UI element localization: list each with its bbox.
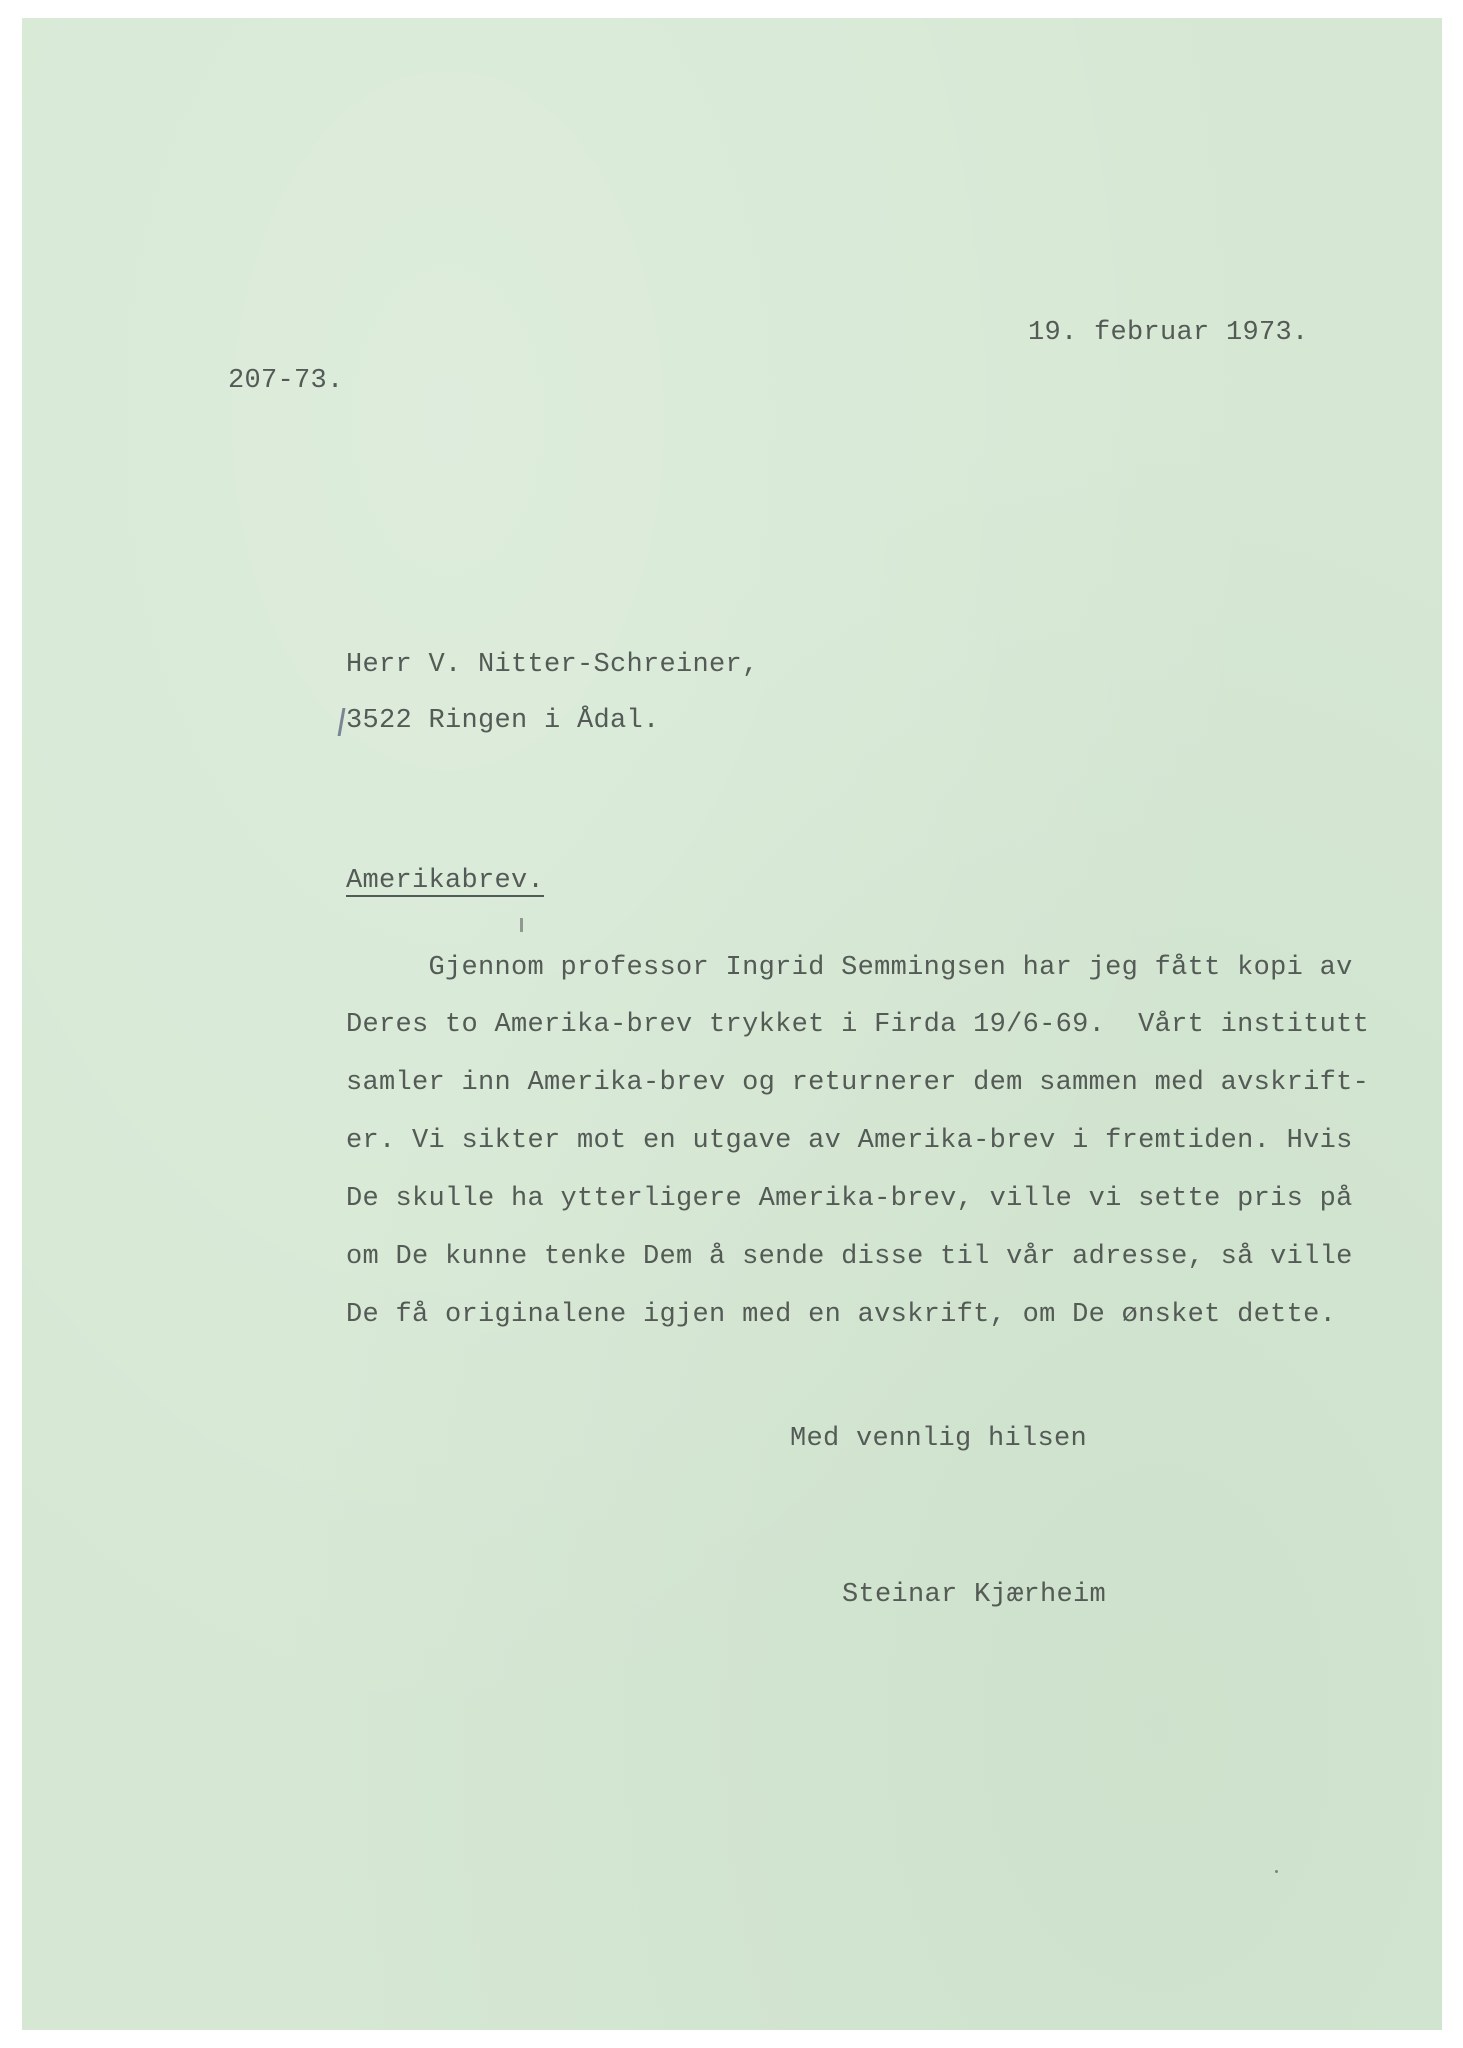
body-line: De få originalene igjen med en avskrift, om De ønsket dette. bbox=[346, 1300, 1337, 1330]
recipient-address: 3522 Ringen i Ådal. bbox=[346, 706, 660, 736]
body-line: Gjennom professor Ingrid Semmingsen har jeg fått kopi av bbox=[346, 953, 1353, 983]
letter-date: 19. februar 1973. bbox=[1028, 318, 1309, 348]
body-line: er. Vi sikter mot en utgave av Amerika-brev i fremtiden. Hvis bbox=[346, 1126, 1353, 1156]
ink-speck bbox=[520, 918, 523, 932]
sender-signature: Steinar Kjærheim bbox=[842, 1580, 1107, 1610]
closing-greeting: Med vennlig hilsen bbox=[790, 1424, 1088, 1454]
reference-number: 207-73. bbox=[228, 366, 344, 396]
body-line: De skulle ha ytterligere Amerika-brev, ville vi sette pris på bbox=[346, 1184, 1353, 1214]
body-line: Deres to Amerika-brev trykket i Firda 19/6-69. Vårt institutt bbox=[346, 1010, 1370, 1040]
paper-speck bbox=[1275, 1870, 1278, 1873]
body-line: om De kunne tenke Dem å sende disse til vår adresse, så ville bbox=[346, 1242, 1353, 1272]
recipient-name: Herr V. Nitter-Schreiner, bbox=[346, 650, 759, 680]
letter-subject: Amerikabrev. bbox=[346, 866, 545, 896]
body-line: samler inn Amerika-brev og returnerer dem sammen med avskrift- bbox=[346, 1068, 1370, 1098]
